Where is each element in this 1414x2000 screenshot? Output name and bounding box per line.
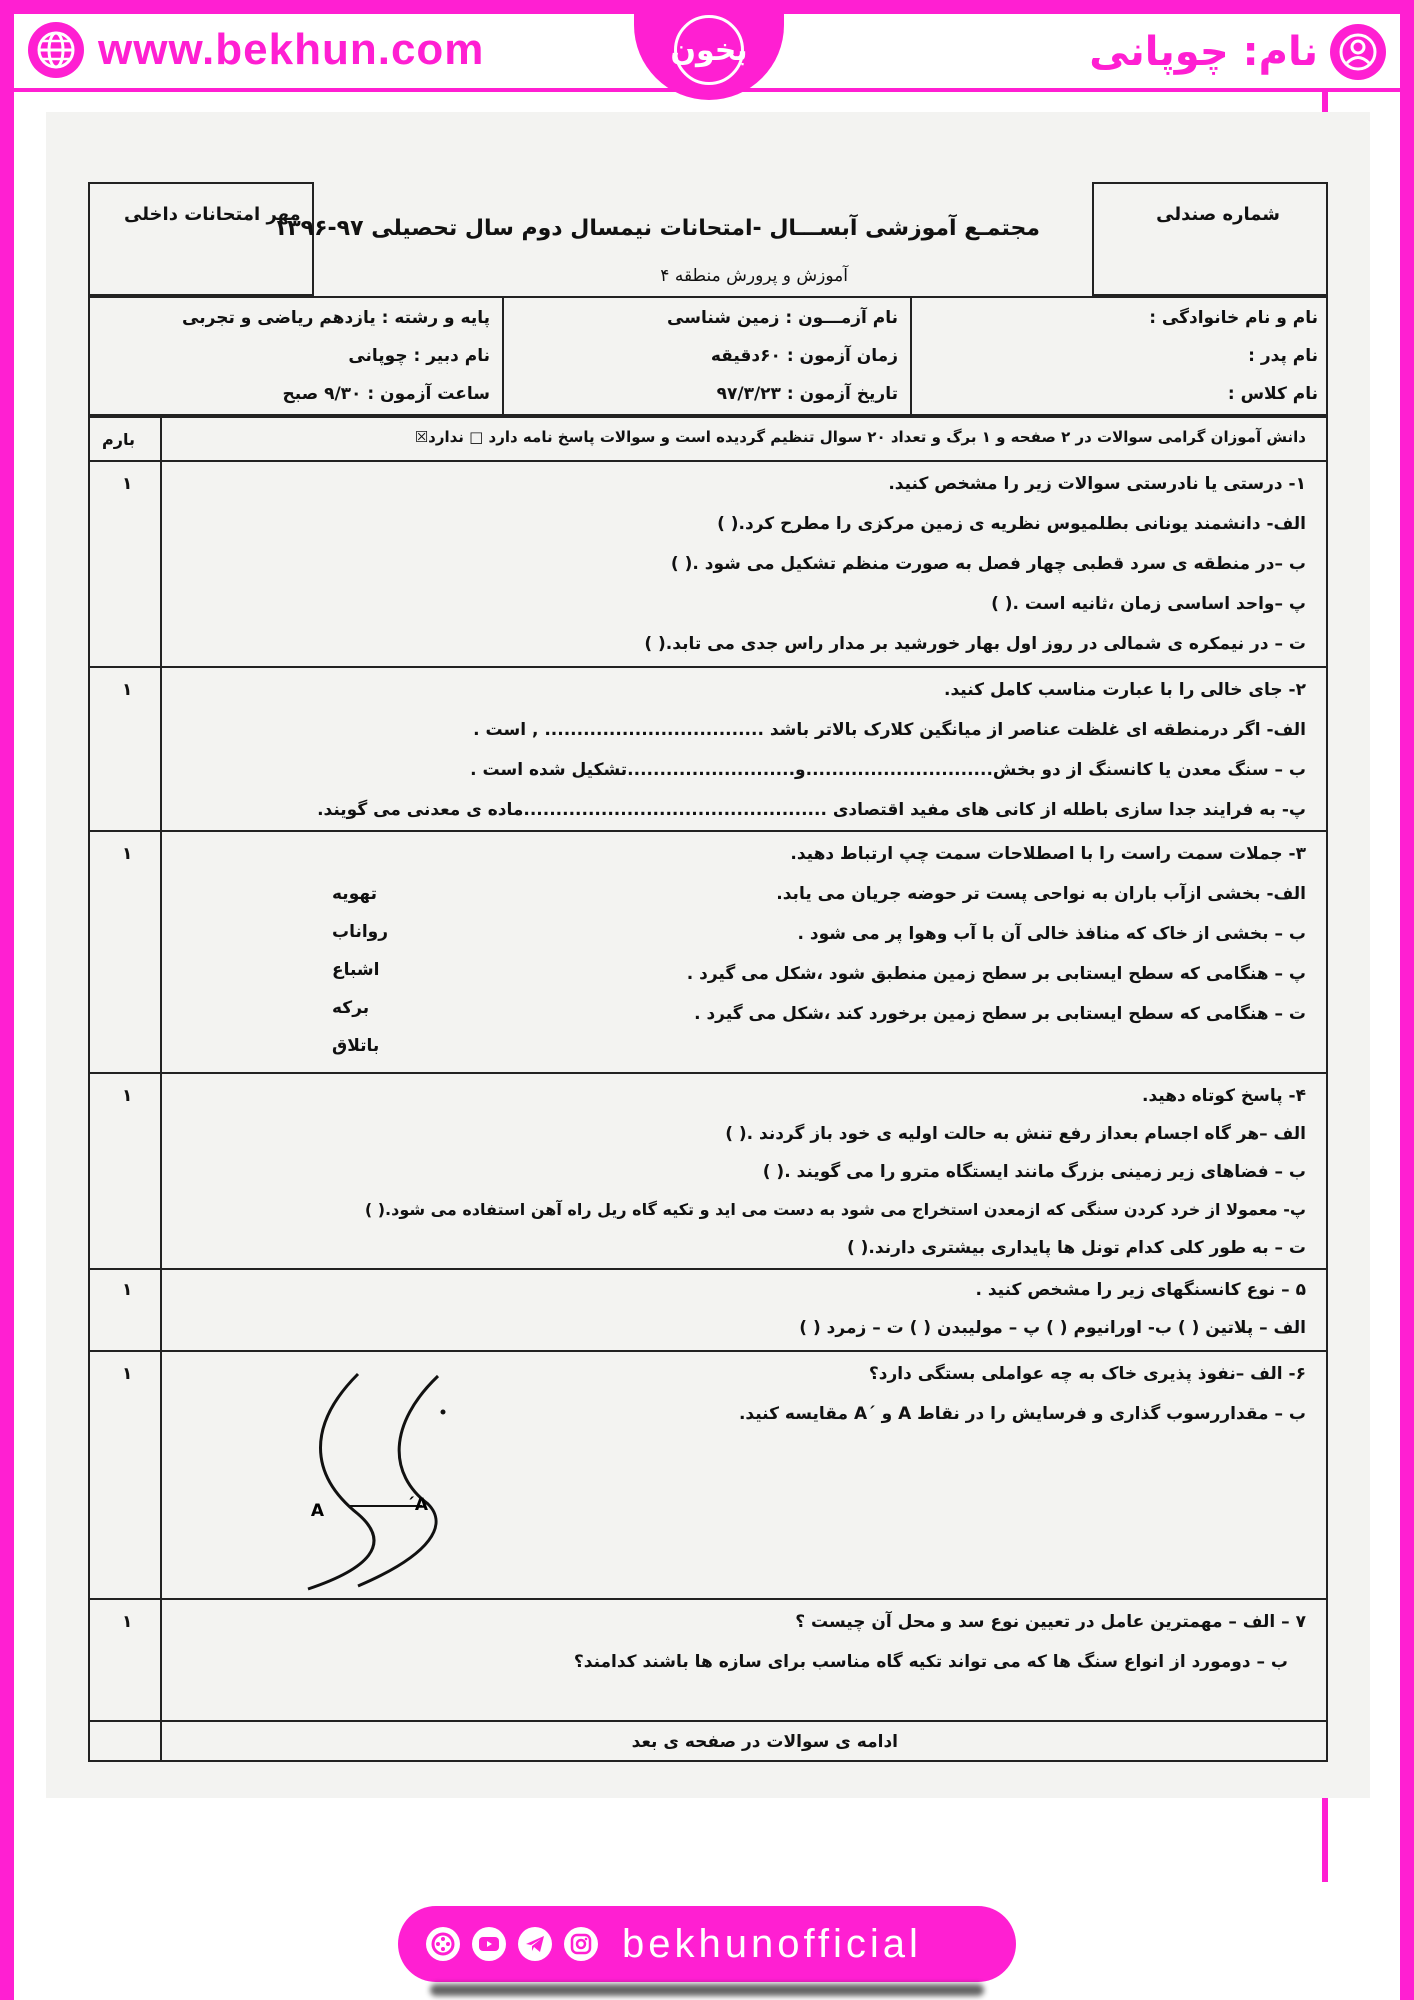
notice-text: دانش آموزان گرامی سوالات در ۲ صفحه و ۱ برگ و تعداد ۲۰ سوال تنظیم گردیده است و سوالات پاسخ نامه دارد □ ندارد☒ bbox=[414, 428, 1306, 446]
q4-score: ۱ bbox=[122, 1086, 133, 1106]
seat-number-box bbox=[1092, 182, 1328, 296]
duration-field: زمان آزمون : ۶۰دقیقه bbox=[710, 346, 898, 366]
q3-line: ب – بخشی از خاک که منافذ خالی آن با آب وهوا پر می شود . bbox=[797, 924, 1306, 944]
q5-line: ۵ – نوع کانسنگهای زیر را مشخص کنید . bbox=[975, 1280, 1306, 1300]
q3-line: الف- بخشی ازآب باران به نواحی پست تر حوضه جریان می یابد. bbox=[776, 884, 1306, 904]
q7-line: ب – دومورد از انواع سنگ ها که می تواند تکیه گاه مناسب برای سازه ها باشند کدامند؟ bbox=[573, 1652, 1288, 1672]
teacher-label: نام: چوپانی bbox=[1089, 29, 1318, 75]
diagram-label-a-prime: A´ bbox=[406, 1495, 428, 1515]
score-header: بارم bbox=[102, 430, 135, 449]
subject-field: نام آزمـــون : زمین شناسی bbox=[667, 308, 898, 328]
seat-number-label: شماره صندلی bbox=[1156, 204, 1280, 225]
q1-line: ب –در منطقه ی سرد قطبی چهار فصل به صورت منظم تشکیل می شود .( ) bbox=[670, 554, 1306, 574]
q4-line: الف –هر گاه اجسام بعداز رفع تنش به حالت اولیه ی خود باز گردند .( ) bbox=[725, 1124, 1306, 1144]
q6-line: ب – مقداررسوب گذاری و فرسایش را در نقاط A و ´A مقایسه کنید. bbox=[738, 1404, 1306, 1424]
q4-line: ب – فضاهای زیر زمینی بزرگ مانند ایستگاه مترو را می گویند .( ) bbox=[762, 1162, 1306, 1182]
site-url[interactable]: www.bekhun.com bbox=[98, 25, 485, 74]
q1-line: ۱- درستی یا نادرستی سوالات زیر را مشخص کنید. bbox=[888, 474, 1306, 494]
q3-term: رواناب bbox=[332, 922, 389, 942]
q5-score: ۱ bbox=[122, 1280, 133, 1300]
q6-line: ۶- الف –نفوذ پذیری خاک به چه عواملی بستگی دارد؟ bbox=[868, 1364, 1306, 1384]
social-footer bbox=[398, 1906, 1016, 1982]
teacher-name-tag bbox=[1089, 24, 1386, 80]
q1-line: الف- دانشمند یونانی بطلمیوس نظریه ی زمین مرکزی را مطرح کرد.( ) bbox=[717, 514, 1306, 534]
exam-time-field: ساعت آزمون : ۹/۳۰ صبح bbox=[282, 384, 490, 404]
site-link[interactable] bbox=[28, 22, 484, 78]
q3-line: پ – هنگامی که سطح ایستابی بر سطح زمین منطبق شود ،شکل می گیرد . bbox=[686, 964, 1306, 984]
name-label: نام و نام خانوادگی : bbox=[1149, 308, 1318, 328]
date-field: تاریخ آزمون : ۹۷/۳/۲۳ bbox=[716, 384, 898, 404]
q2-line: پ- به فرایند جدا سازی باطله از کانی های مفید اقتصادی ...............................................ماده ی معدنی می گویند. bbox=[317, 800, 1306, 820]
stamp-label: مهر امتحانات داخلی bbox=[124, 204, 301, 225]
q3-line: ت – هنگامی که سطح ایستابی بر سطح زمین برخورد کند ،شکل می گیرد . bbox=[694, 1004, 1306, 1024]
father-label: نام پدر : bbox=[1248, 346, 1318, 366]
globe-icon bbox=[28, 22, 84, 78]
grade-field: پایه و رشته : یازدهم ریاضی و تجربی bbox=[182, 308, 490, 328]
logo-mark: بخون bbox=[674, 15, 744, 85]
aparat-icon[interactable] bbox=[426, 1927, 460, 1961]
footer-shadow bbox=[430, 1984, 984, 1996]
q4-line: ۴- پاسخ کوتاه دهید. bbox=[1141, 1086, 1306, 1106]
q3-term: برکه bbox=[332, 998, 370, 1018]
continue-note: ادامه ی سوالات در صفحه ی بعد bbox=[631, 1732, 898, 1752]
exam-title: مجتمـع آموزشی آبســـال -امتحانات نیمسال دوم سال تحصیلی ۹۷-۱۳۹۶ bbox=[273, 216, 1040, 241]
q2-score: ۱ bbox=[122, 680, 133, 700]
q1-line: پ –واحد اساسی زمان ،ثانیه است .( ) bbox=[991, 594, 1306, 614]
q3-score: ۱ bbox=[122, 844, 133, 864]
q3-term: باتلاق bbox=[332, 1036, 380, 1056]
social-handle[interactable]: bekhunofficial bbox=[622, 1921, 922, 1966]
q3-term: تهویه bbox=[332, 884, 377, 904]
q2-line: ۲- جای خالی را با عبارت مناسب کامل کنید. bbox=[944, 680, 1306, 700]
q4-line: ت – به طور کلی کدام تونل ها پایداری بیشتری دارند.( ) bbox=[846, 1238, 1306, 1258]
diagram-label-a: A bbox=[310, 1501, 324, 1521]
youtube-icon[interactable] bbox=[472, 1927, 506, 1961]
q2-line: الف- اگر درمنطقه ای غلظت عناصر از میانگین کلارک بالاتر باشد .................................. , است . bbox=[473, 720, 1306, 740]
q1-line: ت – در نیمکره ی شمالی در روز اول بهار خورشید بر مدار راس جدی می تابد.( ) bbox=[644, 634, 1306, 654]
telegram-icon[interactable] bbox=[518, 1927, 552, 1961]
top-header bbox=[14, 14, 1400, 92]
q7-line: ۷ – الف – مهمترین عامل در تعیین نوع سد و محل آن چیست ؟ bbox=[795, 1612, 1306, 1632]
q3-term: اشباع bbox=[332, 960, 380, 980]
q4-line: پ- معمولا از خرد کردن سنگی که ازمعدن استخراج می شود به دست می اید و تکیه گاه ریل راه آهن استفاده می شود.( ) bbox=[364, 1200, 1306, 1219]
q6-score: ۱ bbox=[122, 1364, 133, 1384]
q5-line: الف – پلاتین ( ) ب- اورانیوم ( ) پ – مولیبدن ( ) ت – زمرد ( ) bbox=[799, 1318, 1306, 1338]
q7-score: ۱ bbox=[122, 1612, 133, 1632]
user-icon bbox=[1330, 24, 1386, 80]
class-label: نام کلاس : bbox=[1227, 384, 1318, 404]
q2-line: ب – سنگ معدن یا کانسنگ از دو بخش.............................و..........................تشکیل شده است . bbox=[470, 760, 1306, 780]
river-meander-diagram bbox=[298, 1364, 468, 1594]
exam-subtitle: آموزش و پرورش منطقه ۴ bbox=[660, 266, 848, 286]
teacher-field: نام دبیر : چوپانی bbox=[348, 346, 490, 366]
q3-line: ۳- جملات سمت راست را با اصطلاحات سمت چپ ارتباط دهید. bbox=[790, 844, 1306, 864]
q1-score: ۱ bbox=[122, 474, 133, 494]
brand-logo[interactable] bbox=[634, 0, 784, 100]
instagram-icon[interactable] bbox=[564, 1927, 598, 1961]
exam-sheet bbox=[88, 180, 1328, 1764]
